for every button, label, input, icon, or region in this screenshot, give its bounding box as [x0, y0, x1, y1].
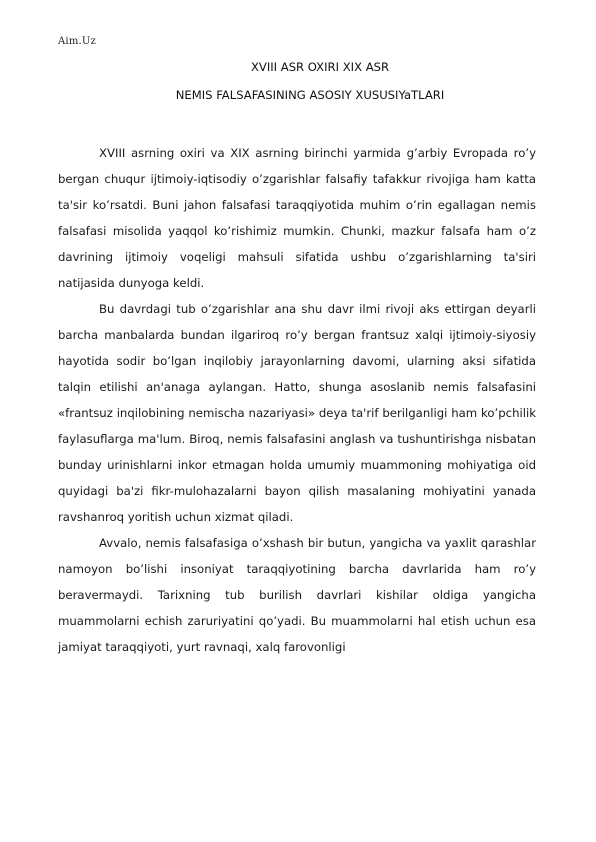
- paragraph: Bu davrdagi tub o’zgarishlar ana shu davr ilmi rivoji aks ettirgan deyarli barcha manbalarda bundan ilgariroq ro’y bergan frantsuz xalqi ijtimoiy-siyosiy hayotida sodir bo’lgan inqilobiy jarayonlarning davomi, ularning aksi sifatida talqin etilishi an'anaga aylangan. Hatto, shunga asoslanib nemis falsafasini «frantsuz inqilobining nemischa nazariyasi» deya ta'rif berilganligi ham ko’pchilik faylasuflarga ma'lum. Biroq, nemis falsafasini anglash va tushuntirishga nisbatan bunday urinishlarni inkor etmagan holda umumiy muammoning mohiyatiga oid quyidagi ba'zi fikr-mulohazalarni bayon qilish masalaning mohiyatini yanada ravshanroq yoritish uchun xizmat qiladi.: [58, 302, 536, 524]
- document-body: [58, 140, 536, 660]
- paragraph: Avvalo, nemis falsafasiga o’xshash bir butun, yangicha va yaxlit qarashlar namoyon bo’lishi insoniyat taraqqiyotining barcha davrlarida ham ro’y beravermaydi. Tarixning tub burilish davrlari kishilar oldiga yangicha muammolarni echish zaruriyatini qo’yadi. Bu muammolarni hal etish uchun esa jamiyat taraqqiyoti, yurt ravnaqi, xalq farovonligi: [58, 536, 536, 654]
- document-title-line2: NEMIS FALSAFASINING ASOSIY XUSUSIYaTLARI: [175, 88, 445, 102]
- document-title-line1: XVIII ASR OXIRI XIX ASR: [250, 60, 390, 74]
- site-label: Aim.Uz: [58, 36, 96, 47]
- paragraph: XVIII asrning oxiri va XIX asrning birinchi yarmida g’arbiy Evropada ro’y bergan chuqur ijtimoiy-iqtisodiy o’zgarishlar falsafiy tafakkur rivojiga ham katta ta'sir ko’rsatdi. Buni jahon falsafasi taraqqiyotida muhim o’rin egallagan nemis falsafasi misolida yaqqol ko’rishimiz mumkin. Chunki, mazkur falsafa ham o’z davrining ijtimoiy voqeligi mahsuli sifatida ushbu o’zgarishlarning ta'siri natijasida dunyoga keldi.: [58, 146, 536, 290]
